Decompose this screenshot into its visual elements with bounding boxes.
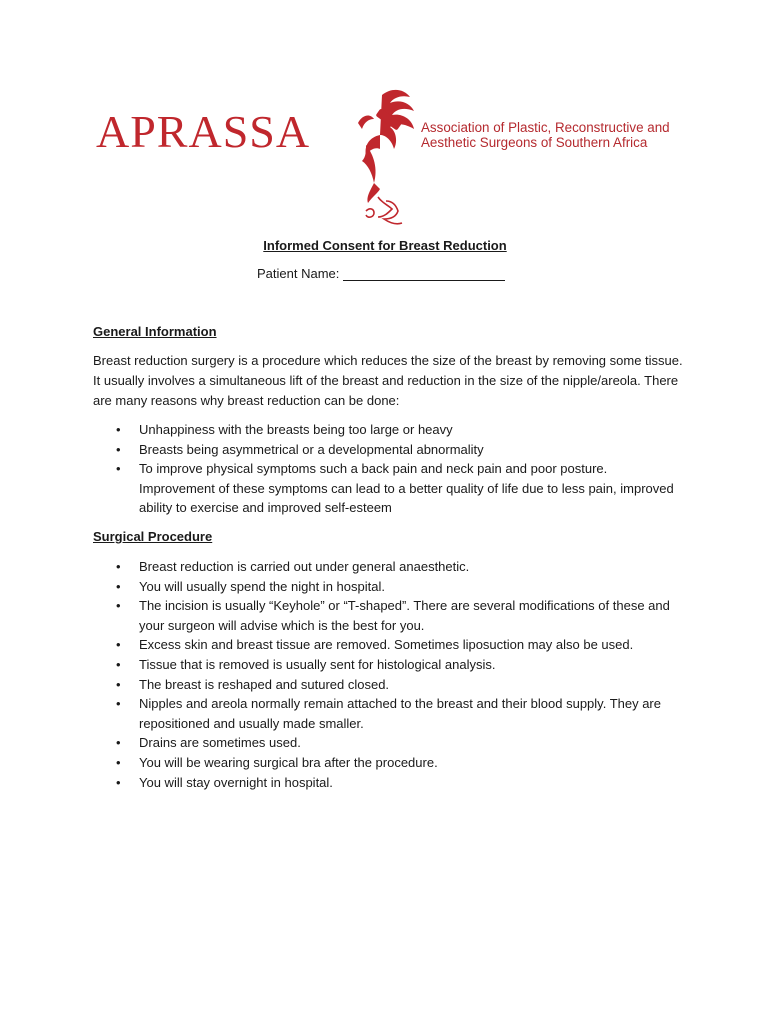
list-item: • Nipples and areola normally remain attached to the breast and their blood supply. They are repositioned and usually made smaller.	[116, 696, 661, 731]
general-information-heading: General Information	[93, 324, 217, 339]
list-item: • Breast reduction is carried out under general anaesthetic.	[116, 559, 470, 574]
list-item: • Excess skin and breast tissue are removed. Sometimes liposuction may also be used.	[116, 637, 634, 653]
phoenix-logo-icon	[344, 85, 424, 230]
list-item: • Tissue that is removed is usually sent for histological analysis.	[116, 656, 496, 672]
list-item: • You will usually spend the night in hospital.	[116, 578, 385, 594]
logo-wordmark: APRASSA	[96, 106, 311, 157]
list-item: • The breast is reshaped and sutured closed.	[116, 676, 390, 692]
patient-name-label: Patient Name:	[257, 266, 340, 281]
list-item: • To improve physical symptoms such a back pain and neck pain and poor posture. Improvement of these symptoms can lead to a better quality of life due to less pain, improved ability to exercise and improved self-esteem	[116, 461, 674, 516]
logo-tagline: Association of Plastic, Reconstructive and Aesthetic Surgeons of Southern Africa	[421, 120, 670, 150]
surgical-procedure-heading: Surgical Procedure	[93, 529, 213, 544]
list-item: • You will stay overnight in hospital.	[116, 774, 333, 790]
list-item: • The incision is usually “Keyhole” or “T-shaped”. There are several modifications of these and your surgeon will advise which is the best for you.	[116, 598, 670, 633]
list-item: • You will be wearing surgical bra after the procedure.	[116, 754, 438, 770]
general-bullet-list	[93, 420, 683, 518]
patient-name-blank[interactable]	[343, 266, 505, 281]
list-item: • Drains are sometimes used.	[116, 735, 301, 751]
general-information-paragraph: Breast reduction surgery is a procedure which reduces the size of the breast by removing some tissue. It usually involves a simultaneous lift of the breast and reduction in the size of the nipple/areola. There are many reasons why breast reduction can be done:	[93, 353, 683, 408]
aprassa-logo	[96, 85, 696, 230]
surgical-bullet-list	[93, 557, 683, 792]
list-item: • Unhappiness with the breasts being too large or heavy	[116, 422, 453, 437]
document-title: Informed Consent for Breast Reduction	[263, 238, 507, 253]
list-item: • Breasts being asymmetrical or a developmental abnormality	[116, 441, 484, 457]
patient-name-field	[257, 266, 505, 281]
